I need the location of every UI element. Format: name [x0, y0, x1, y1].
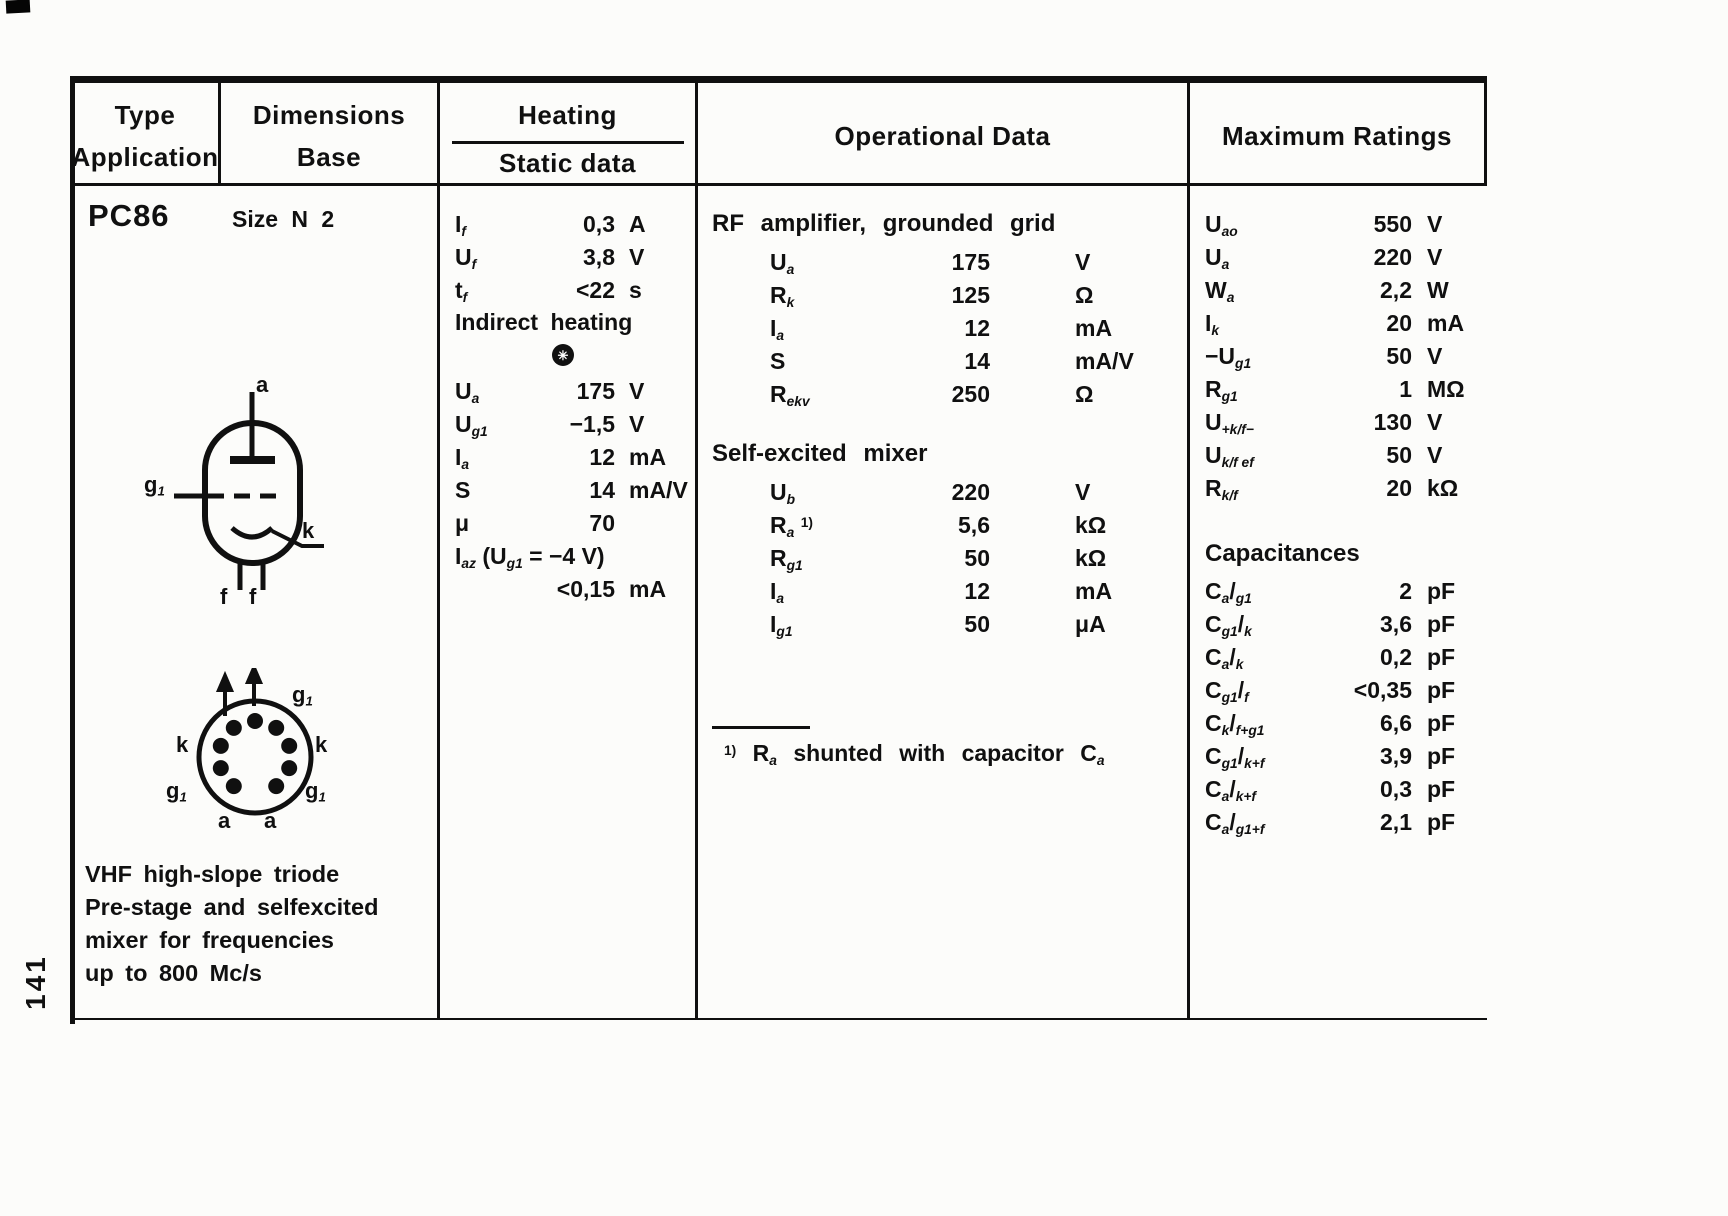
- description-line: VHF high-slope triode: [85, 861, 340, 887]
- parameter-value: 3,8: [583, 244, 615, 270]
- parameter-label: $C_{g1}/_k$: [1205, 611, 1252, 639]
- parameter-value: 130: [1373, 409, 1412, 435]
- parameter-row: [1205, 307, 1470, 340]
- pin-label-k-right: k: [315, 732, 328, 757]
- parameter-row: [1205, 806, 1470, 839]
- symbol-heater2-label: f: [249, 584, 257, 609]
- parameter-unit: V: [1427, 244, 1443, 270]
- parameter-label: $U_{ao}$: [1205, 211, 1238, 239]
- parameter-unit: pF: [1427, 710, 1456, 736]
- scan-artifact: [6, 0, 31, 14]
- parameter-unit: pF: [1427, 809, 1456, 835]
- parameter-label: μ: [455, 510, 470, 536]
- parameter-row: [455, 208, 687, 241]
- parameter-unit: mA: [1075, 315, 1113, 341]
- parameter-label: $U_a$: [455, 378, 480, 406]
- parameter-unit: mA: [629, 444, 667, 470]
- description-line: Pre-stage and selfexcited: [85, 894, 379, 920]
- parameter-value: 220: [1373, 244, 1412, 270]
- description-line: mixer for frequencies: [85, 927, 335, 953]
- pin-label-k-left: k: [176, 732, 189, 757]
- pin-label-a-bottom-right: a: [264, 808, 277, 833]
- parameter-unit: pF: [1427, 776, 1456, 802]
- parameter-unit: [615, 540, 687, 573]
- parameter-row: [455, 408, 687, 441]
- parameter-unit: pF: [1427, 644, 1456, 670]
- parameter-row: [455, 474, 687, 507]
- parameter-unit: pF: [1427, 677, 1456, 703]
- parameter-value: 3,9: [1380, 743, 1412, 769]
- parameter-unit: V: [629, 378, 645, 404]
- parameter-row: [770, 476, 1230, 509]
- parameter-label: $W_a$: [1205, 277, 1235, 305]
- parameter-row: [1205, 241, 1470, 274]
- parameter-row: [1205, 773, 1470, 806]
- parameter-value: 0,3: [583, 211, 615, 237]
- parameter-value: 2,2: [1380, 277, 1412, 303]
- parameter-unit: V: [629, 411, 645, 437]
- parameter-row: [1205, 208, 1470, 241]
- parameter-value: 12: [589, 444, 615, 470]
- parameter-row: [770, 509, 1230, 542]
- parameter-row: [455, 441, 687, 474]
- parameter-value: 175: [951, 249, 990, 275]
- parameter-value: 2,1: [1380, 809, 1412, 835]
- parameter-label: S: [455, 477, 471, 503]
- parameter-row: [455, 573, 687, 606]
- tube-size: Size N 2: [232, 206, 335, 232]
- header-heating-label: Heating: [518, 100, 617, 130]
- parameter-label: $C_{g1}/_{k+f}$: [1205, 743, 1265, 771]
- parameter-row: [770, 279, 1230, 312]
- parameter-row: [455, 241, 687, 274]
- parameter-value: 1: [1399, 376, 1412, 402]
- header-operational-label: Operational Data: [834, 121, 1051, 151]
- parameter-value: 125: [951, 282, 990, 308]
- symbol-anode-label: a: [256, 372, 269, 397]
- parameter-label: $U_f$: [455, 244, 477, 272]
- parameter-value: 20: [1386, 310, 1412, 336]
- parameter-label: $I_{g1}$: [770, 611, 793, 639]
- parameter-label: $C_a/_{g1}$: [1205, 578, 1252, 606]
- header-application-label: Application: [71, 142, 219, 172]
- parameter-value: 0,3: [1380, 776, 1412, 802]
- parameter-label: S: [770, 348, 786, 374]
- parameter-unit: MΩ: [1427, 376, 1465, 402]
- parameter-unit: s: [629, 277, 642, 303]
- footnote-text: $^{1)}$ $R_a$ shunted with capacitor $C_a$: [724, 740, 1105, 768]
- parameter-unit: V: [629, 244, 645, 270]
- parameter-row: [455, 540, 687, 573]
- parameter-unit: μA: [1075, 611, 1106, 637]
- mixer-rows: [712, 476, 1230, 641]
- parameter-label: $U_{+k/f-}$: [1205, 409, 1254, 437]
- parameter-label: $I_f$: [455, 211, 466, 239]
- mixer-title: Self-excited mixer: [712, 440, 928, 467]
- rf-amplifier-rows: [712, 246, 1230, 411]
- parameter-label: $R_{ekv}$: [770, 381, 810, 409]
- parameter-label: $C_{g1}/_f$: [1205, 677, 1249, 705]
- heating-rows: [455, 208, 687, 307]
- header-static-data: [440, 142, 695, 184]
- parameter-row: [1205, 472, 1470, 505]
- table-bottom-border: [70, 1018, 1487, 1020]
- symbol-cathode-label: k: [302, 518, 315, 543]
- maximum-ratings-rows: [1205, 208, 1470, 505]
- parameter-label: $R_a$ $^{1)}$: [770, 512, 813, 540]
- parameter-label: [455, 573, 550, 606]
- parameter-label: $C_a/_k$: [1205, 644, 1244, 672]
- indirect-heating-note: Indirect heating: [455, 309, 633, 335]
- parameter-value: 6,6: [1380, 710, 1412, 736]
- note-marker-icon: ✳: [552, 344, 574, 366]
- parameter-unit: mA: [1427, 310, 1465, 336]
- parameter-value: 175: [576, 378, 615, 404]
- parameter-label: $R_{g1}$: [770, 545, 803, 573]
- parameter-value: 12: [964, 315, 990, 341]
- parameter-value: 70: [589, 510, 615, 536]
- parameter-value: 550: [1373, 211, 1412, 237]
- parameter-row: [770, 345, 1230, 378]
- description-line: up to 800 Mc/s: [85, 960, 262, 986]
- parameter-unit: V: [1427, 409, 1443, 435]
- parameter-row: [1205, 439, 1470, 472]
- parameter-label: $U_a$: [770, 249, 795, 277]
- pin-label-g1-lower-left: $g_1$: [166, 778, 187, 805]
- parameter-unit: pF: [1427, 743, 1456, 769]
- divider-heating-operational: [695, 83, 698, 1020]
- parameter-row: [1205, 608, 1470, 641]
- parameter-unit: V: [1075, 249, 1091, 275]
- parameter-row: [1205, 575, 1470, 608]
- page-number: 141: [20, 954, 51, 1010]
- header-bottom-border: [70, 183, 1487, 186]
- parameter-row: [770, 575, 1230, 608]
- parameter-row: [1205, 674, 1470, 707]
- parameter-value: −1,5: [569, 411, 615, 437]
- parameter-label: $I_k$: [1205, 310, 1220, 338]
- parameter-value: 5,6: [958, 512, 990, 538]
- parameter-value: 2: [1399, 578, 1412, 604]
- parameter-label: $R_k$: [770, 282, 795, 310]
- parameter-row: [1205, 340, 1470, 373]
- parameter-value: <0,15: [556, 576, 615, 602]
- parameter-row: [770, 542, 1230, 575]
- parameter-label: $I_a$: [770, 315, 785, 343]
- parameter-label: $C_a/_{k+f}$: [1205, 776, 1257, 804]
- parameter-row: [1205, 707, 1470, 740]
- header-static-data-label: Static data: [499, 148, 636, 178]
- parameter-label: $R_{k/f}$: [1205, 475, 1238, 503]
- parameter-unit: W: [1427, 277, 1449, 303]
- parameter-unit: Ω: [1075, 282, 1094, 308]
- pin-label-g1-lower-right: $g_1$: [305, 778, 326, 805]
- header-operational-data: [698, 92, 1187, 180]
- parameter-value: 14: [589, 477, 615, 503]
- parameter-label: $U_a$: [1205, 244, 1230, 272]
- parameter-label: $C_a/_{g1+f}$: [1205, 809, 1265, 837]
- rf-amplifier-title: RF amplifier, grounded grid: [712, 210, 1056, 237]
- parameter-row: [455, 507, 687, 540]
- parameter-row: [770, 378, 1230, 411]
- table-right-border: [1484, 83, 1487, 183]
- base-pinout-figure: [162, 668, 352, 833]
- parameter-row: [1205, 274, 1470, 307]
- parameter-unit: Ω: [1075, 381, 1094, 407]
- header-type-label: Type: [114, 100, 176, 130]
- parameter-unit: [615, 507, 687, 540]
- parameter-unit: kΩ: [1075, 512, 1107, 538]
- header-maximum-label: Maximum Ratings: [1222, 121, 1452, 151]
- parameter-row: [770, 312, 1230, 345]
- parameter-value: <22: [575, 277, 615, 303]
- header-heating: [440, 92, 695, 138]
- parameter-row: [770, 608, 1230, 641]
- parameter-unit: pF: [1427, 611, 1456, 637]
- parameter-value: [550, 540, 615, 573]
- parameter-label: $I_{az}$ ($U_{g1} = -4$ V): [455, 543, 605, 571]
- parameter-unit: V: [1427, 211, 1443, 237]
- header-maximum-ratings: [1190, 92, 1484, 180]
- header-type-application: [72, 92, 218, 180]
- application-description: [85, 858, 378, 990]
- parameter-value: 50: [1386, 343, 1412, 369]
- parameter-unit: V: [1075, 479, 1091, 505]
- parameter-label: $U_{k/f ef}$: [1205, 442, 1254, 470]
- parameter-label: $U_b$: [770, 479, 796, 507]
- parameter-row: [1205, 406, 1470, 439]
- parameter-label: $I_a$: [455, 444, 470, 472]
- parameter-row: [455, 274, 687, 307]
- parameter-unit: A: [629, 211, 646, 237]
- parameter-label: $I_a$: [770, 578, 785, 606]
- parameter-unit: pF: [1427, 578, 1456, 604]
- tube-type: PC86: [88, 198, 170, 233]
- parameter-value: 3,6: [1380, 611, 1412, 637]
- parameter-value: <0,35: [1353, 677, 1412, 703]
- parameter-value: 50: [964, 545, 990, 571]
- parameter-row: [1205, 641, 1470, 674]
- table-left-border: [70, 76, 75, 1024]
- parameter-unit: V: [1427, 343, 1443, 369]
- parameter-label: $R_{g1}$: [1205, 376, 1238, 404]
- header-dimensions-label: Dimensions: [252, 100, 406, 130]
- tube-symbol-figure: [144, 372, 350, 613]
- parameter-value: 50: [964, 611, 990, 637]
- header-dimensions-base: [221, 92, 437, 180]
- parameter-unit: kΩ: [1075, 545, 1107, 571]
- parameter-label: $C_k/_{f+g1}$: [1205, 710, 1265, 738]
- pin-label-g1-upper-right: $g_1$: [292, 682, 313, 709]
- parameter-value: 14: [964, 348, 990, 374]
- table-top-border: [70, 76, 1487, 83]
- parameter-row: [770, 246, 1230, 279]
- parameter-unit: kΩ: [1427, 475, 1459, 501]
- parameter-unit: mA/V: [1075, 348, 1134, 374]
- parameter-label: $U_{g1}$: [455, 411, 488, 439]
- divider-dimensions-heating: [437, 83, 440, 1020]
- parameter-unit: mA: [1075, 578, 1113, 604]
- pin-label-a-bottom-left: a: [218, 808, 231, 833]
- parameter-row: [1205, 740, 1470, 773]
- parameter-label: $t_f$: [455, 277, 468, 305]
- parameter-label: $-U_{g1}$: [1205, 343, 1252, 371]
- parameter-row: [1205, 373, 1470, 406]
- parameter-unit: mA/V: [629, 477, 688, 503]
- symbol-heater1-label: f: [220, 584, 228, 609]
- capacitances-title: Capacitances: [1205, 540, 1360, 567]
- parameter-unit: mA: [629, 576, 667, 602]
- capacitance-rows: [1205, 575, 1470, 839]
- parameter-value: 250: [951, 381, 990, 407]
- tube-symbol-drawing: [150, 378, 350, 613]
- parameter-value: 20: [1386, 475, 1412, 501]
- parameter-value: 12: [964, 578, 990, 604]
- static-data-rows: [455, 375, 687, 606]
- header-base-label: Base: [296, 142, 362, 172]
- parameter-row: [455, 375, 687, 408]
- parameter-unit: V: [1427, 442, 1443, 468]
- symbol-grid-label: $g_1$: [144, 472, 165, 499]
- footnote-rule: [712, 726, 810, 729]
- parameter-value: 50: [1386, 442, 1412, 468]
- parameter-value: 0,2: [1380, 644, 1412, 670]
- parameter-value: 220: [951, 479, 990, 505]
